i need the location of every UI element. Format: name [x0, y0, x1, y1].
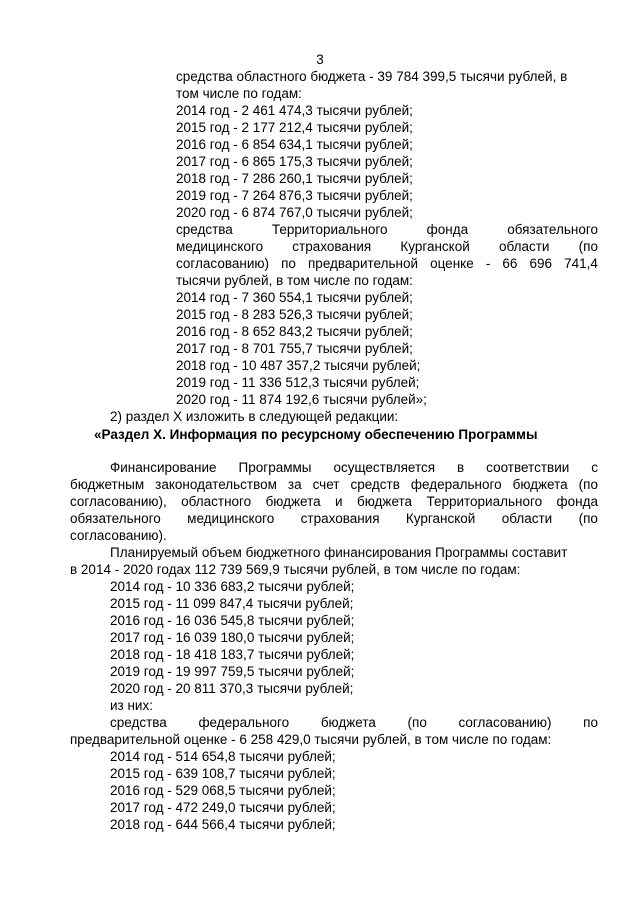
- para1-line-3: согласованию), областного бюджета и бюджета Территориального фонда: [70, 494, 598, 509]
- regional-year-2016: 2016 год - 6 854 634,1 тысячи рублей;: [176, 137, 413, 152]
- regional-year-2014: 2014 год - 2 461 474,3 тысячи рублей;: [176, 103, 413, 118]
- para1-line-2: бюджетным законодательством за счет средств федерального бюджета (по: [70, 477, 598, 492]
- regional-year-2018: 2018 год - 7 286 260,1 тысячи рублей;: [176, 171, 413, 186]
- fund-intro-line-4: тысячи рублей, в том числе по годам:: [176, 273, 413, 288]
- fund-year-2019: 2019 год - 11 336 512,3 тысячи рублей;: [176, 375, 420, 390]
- regional-year-2019: 2019 год - 7 264 876,3 тысячи рублей;: [176, 188, 413, 203]
- item-2-instruction: 2) раздел X изложить в следующей редакции:: [110, 409, 399, 424]
- para1-line-5: согласованию).: [70, 528, 167, 543]
- regional-budget-intro: средства областного бюджета - 39 784 399,5 тысячи рублей, в: [176, 69, 568, 84]
- total-year-2016: 2016 год - 16 036 545,8 тысячи рублей;: [110, 613, 355, 628]
- fund-year-2018: 2018 год - 10 487 357,2 тысячи рублей;: [176, 358, 421, 373]
- fund-year-2014: 2014 год - 7 360 554,1 тысячи рублей;: [176, 290, 413, 305]
- fund-year-2020: 2020 год - 11 874 192,6 тысячи рублей»;: [176, 392, 427, 407]
- federal-year-2017: 2017 год - 472 249,0 тысячи рублей;: [110, 800, 336, 815]
- total-year-2015: 2015 год - 11 099 847,4 тысячи рублей;: [110, 596, 354, 611]
- federal-year-2018: 2018 год - 644 566,4 тысячи рублей;: [110, 817, 336, 832]
- of-them-label: из них:: [110, 698, 153, 713]
- total-year-2019: 2019 год - 19 997 759,5 тысячи рублей;: [110, 664, 355, 679]
- regional-budget-intro-cont: том числе по годам:: [176, 86, 302, 101]
- section-heading: «Раздел X. Информация по ресурсному обеспечению Программы: [94, 427, 538, 442]
- federal-intro-line-2: предварительной оценке - 6 258 429,0 тысячи рублей, в том числе по годам:: [70, 732, 552, 747]
- fund-year-2017: 2017 год - 8 701 755,7 тысячи рублей;: [176, 341, 413, 356]
- fund-intro-line-2: медицинского страхования Курганской области (по: [176, 239, 598, 254]
- fund-year-2016: 2016 год - 8 652 843,2 тысячи рублей;: [176, 324, 413, 339]
- total-year-2018: 2018 год - 18 418 183,7 тысячи рублей;: [110, 647, 355, 662]
- regional-year-2020: 2020 год - 6 874 767,0 тысячи рублей;: [176, 205, 413, 220]
- regional-year-2015: 2015 год - 2 177 212,4 тысячи рублей;: [176, 120, 413, 135]
- para1-line-1: Финансирование Программы осуществляется в соответствии с: [110, 460, 598, 475]
- federal-intro-line-1: средства федерального бюджета (по согласованию) по: [110, 715, 598, 730]
- federal-year-2014: 2014 год - 514 654,8 тысячи рублей;: [110, 749, 336, 764]
- para2-line-2: в 2014 - 2020 годах 112 739 569,9 тысячи рублей, в том числе по годам:: [70, 562, 521, 577]
- total-year-2017: 2017 год - 16 039 180,0 тысячи рублей;: [110, 630, 355, 645]
- federal-year-2015: 2015 год - 639 108,7 тысячи рублей;: [110, 766, 336, 781]
- page-number: 3: [316, 52, 324, 67]
- fund-year-2015: 2015 год - 8 283 526,3 тысячи рублей;: [176, 307, 413, 322]
- regional-year-2017: 2017 год - 6 865 175,3 тысячи рублей;: [176, 154, 413, 169]
- total-year-2014: 2014 год - 10 336 683,2 тысячи рублей;: [110, 579, 355, 594]
- total-year-2020: 2020 год - 20 811 370,3 тысячи рублей;: [110, 681, 354, 696]
- para2-line-1: Планируемый объем бюджетного финансирования Программы составит: [110, 545, 568, 560]
- fund-intro-line-3: согласованию) по предварительной оценке - 66 696 741,4: [176, 256, 598, 271]
- fund-intro-line-1: средства Территориального фонда обязательного: [176, 222, 598, 237]
- para1-line-4: обязательного медицинского страхования Курганской области (по: [70, 511, 598, 526]
- federal-year-2016: 2016 год - 529 068,5 тысячи рублей;: [110, 783, 336, 798]
